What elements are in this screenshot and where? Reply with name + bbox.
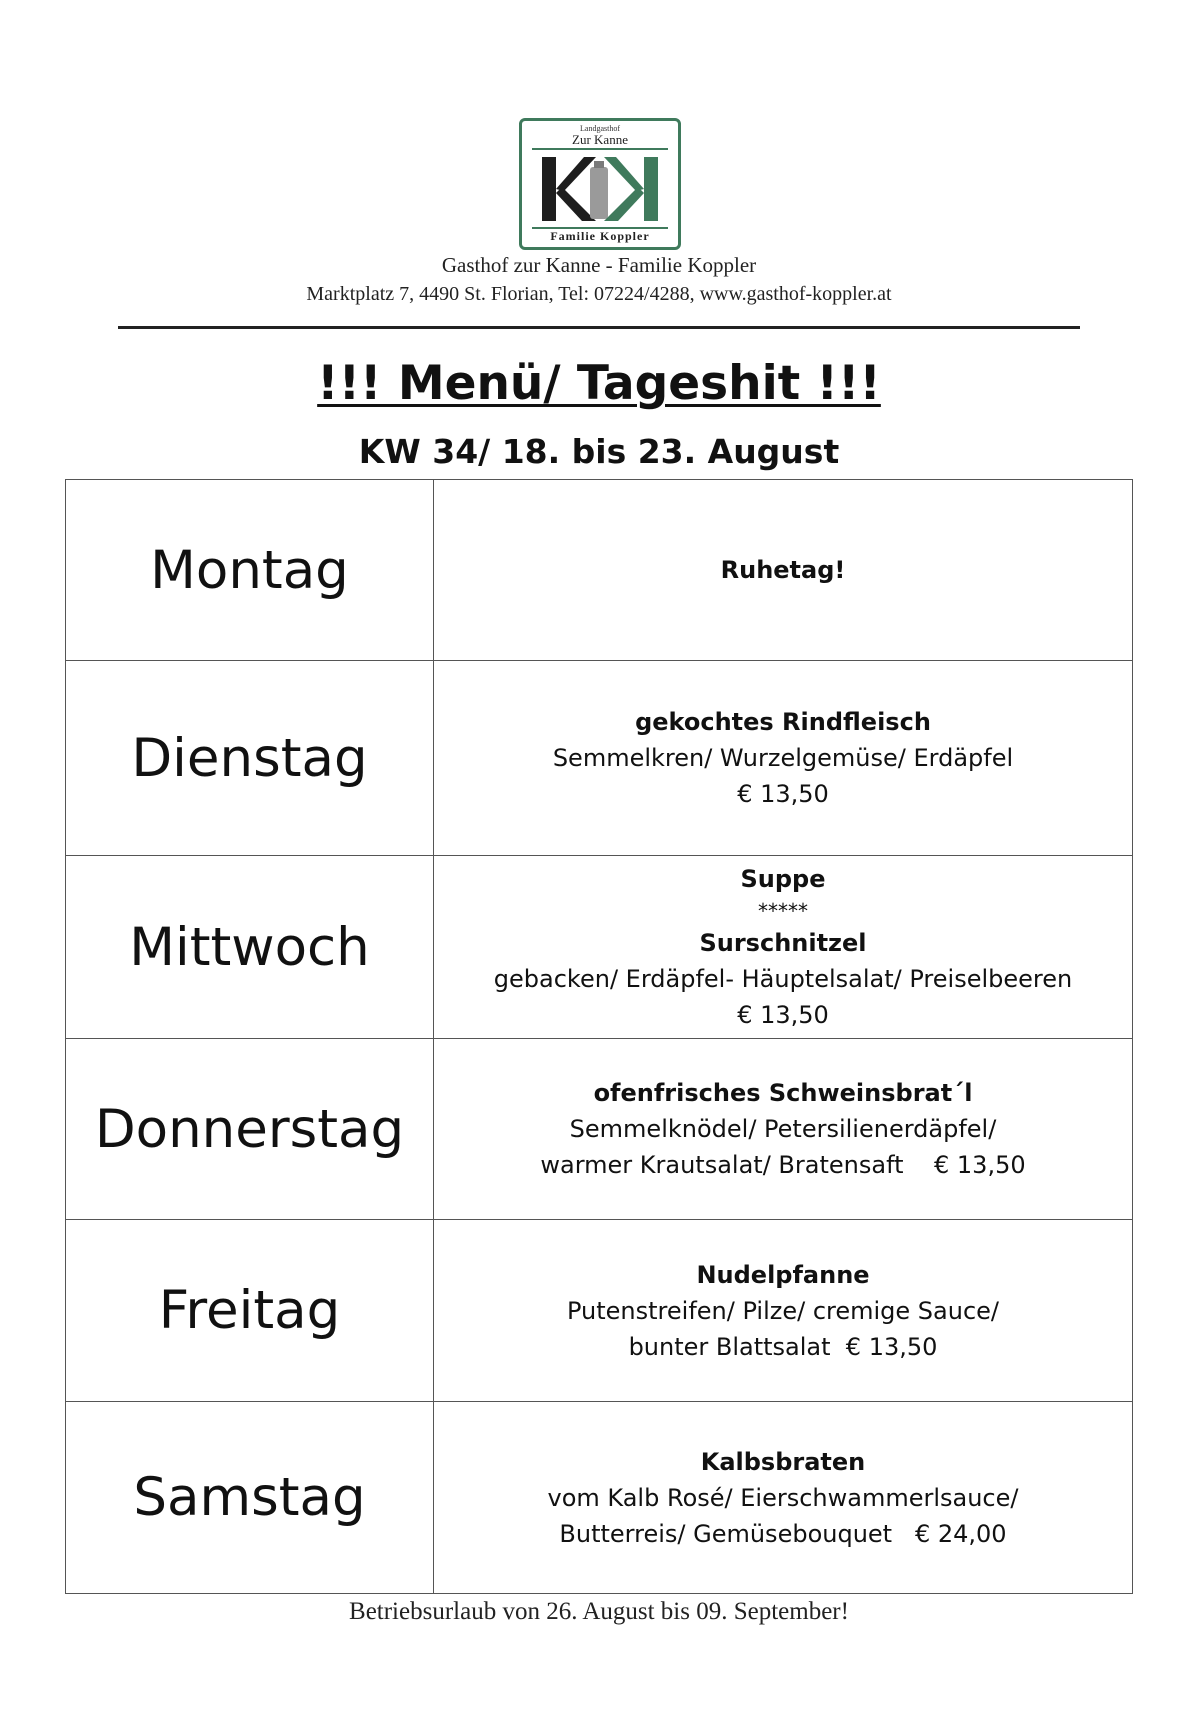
dish-line: Putenstreifen/ Pilze/ cremige Sauce/	[566, 1296, 999, 1325]
dish-line: warmer Krautsalat/ Bratensaft € 13,50	[540, 1151, 1026, 1179]
logo-kk-mark-icon	[532, 153, 668, 225]
page-title: !!! Menü/ Tageshit !!!	[317, 356, 881, 411]
logo-name: Zur Kanne	[572, 132, 628, 147]
day-name: Montag	[66, 480, 434, 661]
dish-cell	[434, 856, 1133, 1039]
logo-bottom-text: Familie Koppler	[550, 229, 650, 243]
logo-top-text: Landgasthof	[580, 124, 620, 133]
menu-row	[66, 1039, 1133, 1220]
day-name: Dienstag	[66, 661, 434, 856]
day-name: Mittwoch	[66, 856, 434, 1039]
logo	[519, 118, 681, 250]
dish-cell	[434, 480, 1133, 661]
dish-title: Kalbsbraten	[700, 1447, 866, 1476]
dish-line: vom Kalb Rosé/ Eierschwammerlsauce/	[547, 1483, 1019, 1512]
dish-cell	[434, 661, 1133, 856]
day-name: Samstag	[66, 1402, 434, 1594]
weekly-menu-table	[65, 479, 1133, 1594]
menu-row	[66, 661, 1133, 856]
week-subtitle: KW 34/ 18. bis 23. August	[358, 432, 840, 471]
restaurant-name: Gasthof zur Kanne - Familie Koppler	[441, 253, 757, 277]
dish-title: ofenfrisches Schweinsbrat´l	[593, 1079, 973, 1107]
dish-line: € 13,50	[737, 780, 829, 808]
menu-row	[66, 856, 1133, 1039]
dish-separator: *****	[758, 899, 808, 923]
dish-title: Ruhetag!	[720, 556, 846, 584]
dish-line: bunter Blattsalat € 13,50	[628, 1332, 938, 1361]
dish-line: Semmelkren/ Wurzelgemüse/ Erdäpfel	[552, 744, 1014, 772]
dish-title: Suppe	[740, 865, 826, 893]
dish-cell	[434, 1402, 1133, 1594]
dish-line: Semmelknödel/ Petersilienerdäpfel/	[569, 1115, 997, 1143]
logo-divider	[532, 148, 668, 150]
dish-line: Butterreis/ Gemüsebouquet € 24,00	[559, 1519, 1007, 1548]
menu-row	[66, 1402, 1133, 1594]
dish-title: Surschnitzel	[699, 929, 867, 957]
day-name: Freitag	[66, 1220, 434, 1402]
dish-cell	[434, 1039, 1133, 1220]
day-name: Donnerstag	[66, 1039, 434, 1220]
dish-title: gekochtes Rindfleisch	[635, 708, 931, 736]
header-rule	[118, 326, 1080, 329]
menu-row	[66, 1220, 1133, 1402]
dish-line: € 13,50	[737, 1001, 829, 1029]
restaurant-address: Marktplatz 7, 4490 St. Florian, Tel: 07224/4288, www.gasthof-koppler.at	[306, 283, 892, 305]
dish-title: Nudelpfanne	[696, 1260, 870, 1289]
dish-cell	[434, 1220, 1133, 1402]
dish-line: gebacken/ Erdäpfel- Häuptelsalat/ Preiselbeeren	[493, 965, 1073, 993]
vacation-notice: Betriebsurlaub von 26. August bis 09. September!	[349, 1598, 849, 1625]
menu-row	[66, 480, 1133, 661]
